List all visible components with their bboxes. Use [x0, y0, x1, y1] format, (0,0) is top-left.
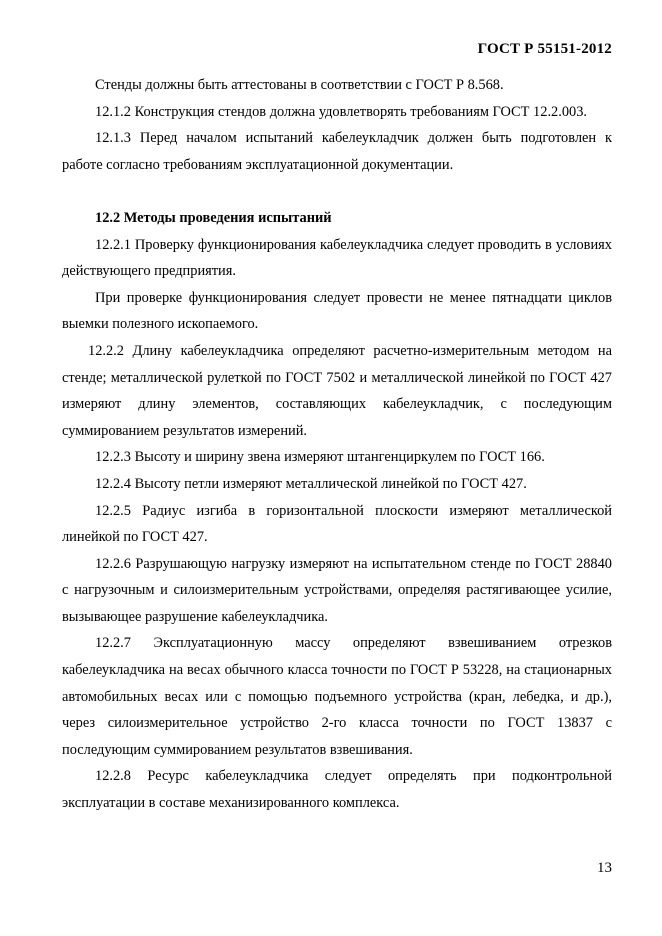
- paragraph-12-2-2: 12.2.2 Длину кабелеукладчика определяют расчетно-измерительным методом на стенде; металлической рулеткой по ГОСТ 7502 и металлической линейкой по ГОСТ 427 измеряют длину элементов, составляющих кабелеукладчик, с последующим суммированием результатов измерений.: [62, 342, 612, 439]
- paragraph-12-2-4: 12.2.4 Высоту петли измеряют металлической линейкой по ГОСТ 427.: [95, 475, 527, 492]
- paragraph-12-2-6: 12.2.6 Разрушающую нагрузку измеряют на испытательном стенде по ГОСТ 28840 с нагрузочным и силоизмерительным устройствами, определяя растягивающее усилие, вызывающее разрушение кабелеукладчика.: [62, 555, 612, 625]
- document-code-header: ГОСТ Р 55151-2012: [477, 41, 612, 57]
- paragraph-12-2-7: 12.2.7 Эксплуатационную массу определяют взвешиванием отрезков кабелеукладчика на весах обычного класса точности по ГОСТ Р 53228, на стационарных автомобильных весах или с помощью подъемного устройства (кран, лебедка, и др.), через силоизмерительное устройство 2-го класса точности по ГОСТ 13837 с последующим суммированием результатов взвешивания.: [62, 635, 612, 758]
- paragraph-functioning-check: При проверке функционирования следует провести не менее пятнадцати циклов выемки полезного ископаемого.: [62, 289, 612, 333]
- paragraph-stands-certification: Стенды должны быть аттестованы в соответствии с ГОСТ Р 8.568.: [95, 77, 504, 93]
- paragraph-12-2-3: 12.2.3 Высоту и ширину звена измеряют штангенциркулем по ГОСТ 166.: [95, 449, 545, 466]
- paragraph-12-1-3: 12.1.3 Перед началом испытаний кабелеукладчик должен быть подготовлен к работе согласно требованиям эксплуатационной документации.: [62, 130, 612, 173]
- paragraph-12-1-2: 12.1.2 Конструкция стендов должна удовлетворять требованиям ГОСТ 12.2.003.: [95, 103, 588, 120]
- section-heading-12-2: 12.2 Методы проведения испытаний: [95, 209, 332, 226]
- paragraph-12-2-8: 12.2.8 Ресурс кабелеукладчика следует определять при подконтрольной эксплуатации в составе механизированного комплекса.: [62, 768, 612, 812]
- paragraph-12-2-1: 12.2.1 Проверку функционирования кабелеукладчика следует проводить в условиях действующего предприятия.: [62, 236, 612, 280]
- paragraph-12-2-5: 12.2.5 Радиус изгиба в горизонтальной плоскости измеряют металлической линейкой по ГОСТ 427.: [62, 502, 612, 546]
- page-number: 13: [597, 860, 612, 876]
- page-body: [62, 72, 612, 817]
